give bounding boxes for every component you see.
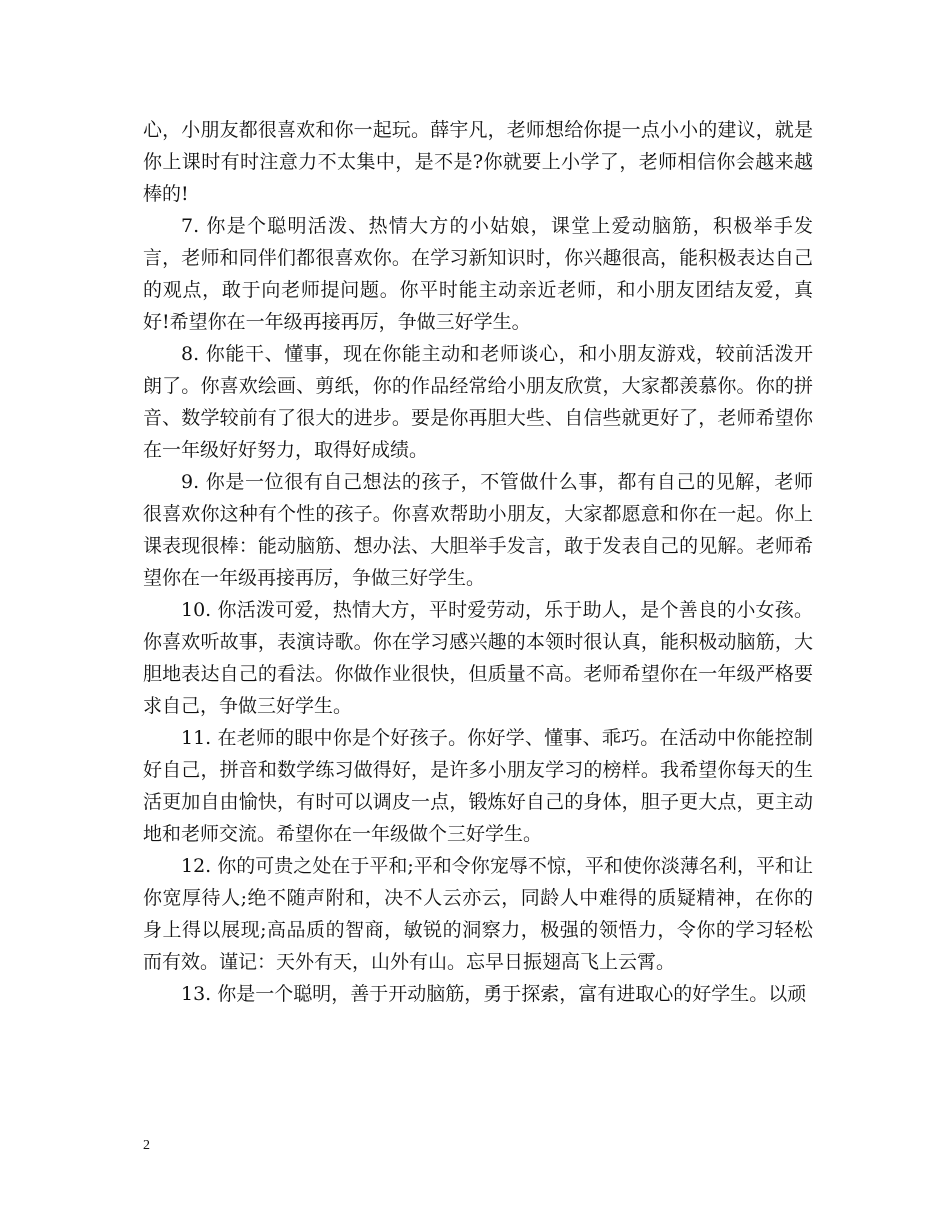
paragraph-continuation: 心，小朋友都很喜欢和你一起玩。薛宇凡，老师想给你提一点小小的建议，就是你上课时有时注意力不太集中，是不是?你就要上小学了，老师相信你会越来越棒的! bbox=[143, 119, 813, 205]
paragraph-item-7: 7. 你是个聪明活泼、热情大方的小姑娘，课堂上爱动脑筋，积极举手发言，老师和同伴们都很喜欢你。在学习新知识时，你兴趣很高，能积极表达自己的观点，敢于向老师提问题。你平时能主动亲近老师，和小朋友团结友爱，真好!希望你在一年级再接再厉，争做三好学生。 bbox=[143, 215, 813, 333]
paragraph-item-12: 12. 你的可贵之处在于平和;平和令你宠辱不惊，平和使你淡薄名利，平和让你宽厚待人;绝不随声附和，决不人云亦云，同龄人中难得的质疑精神，在你的身上得以展现;高品质的智商，敏锐的洞察力，极强的领悟力，令你的学习轻松而有效。谨记：天外有天，山外有山。忘早日振翅高飞上云霄。 bbox=[143, 855, 813, 973]
page-number: 2 bbox=[143, 1138, 150, 1153]
paragraph-item-8: 8. 你能干、懂事，现在你能主动和老师谈心，和小朋友游戏，较前活泼开朗了。你喜欢绘画、剪纸，你的作品经常给小朋友欣赏，大家都羡慕你。你的拼音、数学较前有了很大的进步。要是你再胆大些、自信些就更好了，老师希望你在一年级好好努力，取得好成绩。 bbox=[143, 343, 813, 461]
document-body bbox=[143, 114, 813, 1010]
paragraph-item-11: 11. 在老师的眼中你是个好孩子。你好学、懂事、乖巧。在活动中你能控制好自己，拼音和数学练习做得好，是许多小朋友学习的榜样。我希望你每天的生活更加自由愉快，有时可以调皮一点，锻炼好自己的身体，胆子更大点，更主动地和老师交流。希望你在一年级做个三好学生。 bbox=[143, 727, 813, 845]
paragraph-item-13: 13. 你是一个聪明，善于开动脑筋，勇于探索，富有进取心的好学生。以顽 bbox=[181, 983, 807, 1005]
paragraph-item-10: 10. 你活泼可爱，热情大方，平时爱劳动，乐于助人，是个善良的小女孩。你喜欢听故事，表演诗歌。你在学习感兴趣的本领时很认真，能积极动脑筋，大胆地表达自己的看法。你做作业很快，但质量不高。老师希望你在一年级严格要求自己，争做三好学生。 bbox=[143, 599, 813, 717]
paragraph-item-9: 9. 你是一位很有自己想法的孩子，不管做什么事，都有自己的见解，老师很喜欢你这种有个性的孩子。你喜欢帮助小朋友，大家都愿意和你在一起。你上课表现很棒：能动脑筋、想办法、大胆举手发言，敢于发表自己的见解。老师希望你在一年级再接再厉，争做三好学生。 bbox=[143, 471, 813, 589]
